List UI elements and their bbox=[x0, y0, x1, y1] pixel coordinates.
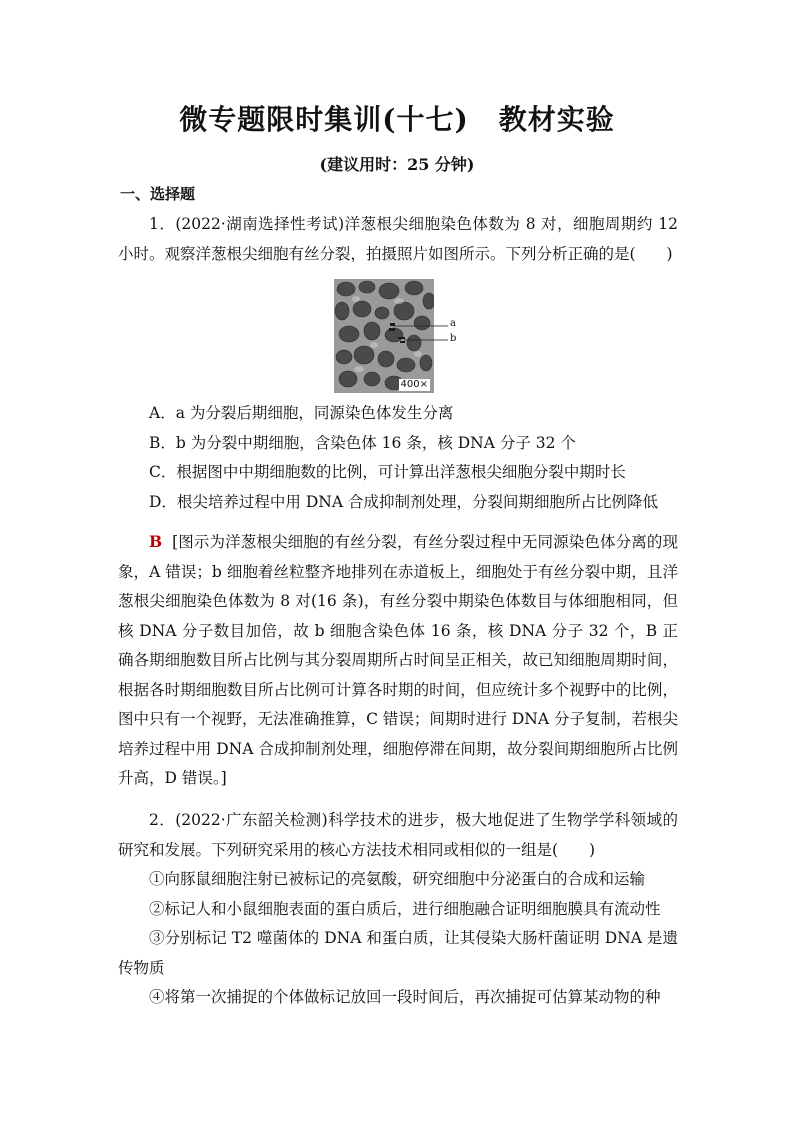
question-2-item-3: ③分别标记 T2 噬菌体的 DNA 和蛋白质，让其侵染大肠杆菌证明 DNA 是遗传物质 bbox=[118, 929, 678, 977]
question-1-answer-block bbox=[118, 527, 678, 794]
figure-label-b: b bbox=[450, 333, 457, 344]
title-main: 微专题限时集训(十七) bbox=[179, 103, 469, 136]
option-a: A．a 为分裂后期细胞，同源染色体发生分离 bbox=[149, 404, 454, 422]
page-title bbox=[0, 98, 794, 138]
question-1-stem: 1．(2022·湖南选择性考试)洋葱根尖细胞染色体数为 8 对，细胞周期约 12 小时。观察洋葱根尖细胞有丝分裂，拍摄照片如图所示。下列分析正确的是( ) bbox=[118, 215, 678, 263]
time-hint: (建议用时：25 分钟) bbox=[319, 155, 475, 174]
question-1-stem-block bbox=[118, 210, 678, 269]
question-1-options bbox=[118, 399, 678, 517]
question-1-explanation-paragraph bbox=[118, 527, 678, 794]
question-2-item-4: ④将第一次捕捉的个体做标记放回一段时间后，再次捕捉可估算某动物的种 bbox=[149, 988, 661, 1006]
section-heading: 一、选择题 bbox=[120, 185, 196, 203]
figure-label-a: a bbox=[450, 318, 456, 329]
option-b: B．b 为分裂中期细胞，含染色体 16 条，核 DNA 分子 32 个 bbox=[149, 433, 576, 452]
question-1-explanation: [图示为洋葱根尖细胞的有丝分裂，有丝分裂过程中无同源染色体分离的现象，A 错误；b 细胞着丝粒整齐地排列在赤道板上，细胞处于有丝分裂中期，且洋葱根尖细胞染色体数为 8 对(16 条)，有丝分裂中期染色体数目与体细胞相同，但核 DNA 分子数目加倍，故 b 细胞含染色体 16 条，核 DNA 分子 32 个，B 正确各期细胞数目所占比例与其分裂周期所占时间呈正相关，故已知细胞周期时间，根据各时期细胞数目所占比例可计算各时期的时间，但应统计多个视野中的比例，图中只有一个视野，无法准确推算，C 错误；间期时进行 DNA 分子复制，若根尖培养过程中用 DNA 合成抑制剂处理，细胞停滞在间期，故分裂间期细胞所占比例升高，D 错误。] bbox=[118, 533, 678, 787]
option-c: C．根据图中中期细胞数的比例，可计算出洋葱根尖细胞分裂中期时长 bbox=[149, 463, 626, 481]
question-2-stem: 2．(2022·广东韶关检测)科学技术的进步，极大地促进了生物学学科领域的研究和发展。下列研究采用的核心方法技术相同或相似的一组是( ) bbox=[118, 811, 678, 859]
title-sub: 教材实验 bbox=[498, 103, 615, 136]
answer-letter: B bbox=[149, 532, 163, 551]
question-2-item-2: ②标记人和小鼠细胞表面的蛋白质后，进行细胞融合证明细胞膜具有流动性 bbox=[149, 899, 661, 918]
option-d: D．根尖培养过程中用 DNA 合成抑制剂处理，分裂间期细胞所占比例降低 bbox=[149, 492, 658, 511]
magnification-label: 400× bbox=[400, 379, 428, 390]
micrograph-figure bbox=[334, 279, 468, 393]
question-2-block bbox=[118, 806, 678, 1013]
onion-root-cells-image bbox=[334, 279, 434, 393]
question-2-item-1: ①向豚鼠细胞注射已被标记的亮氨酸，研究细胞中分泌蛋白的合成和运输 bbox=[149, 870, 646, 888]
